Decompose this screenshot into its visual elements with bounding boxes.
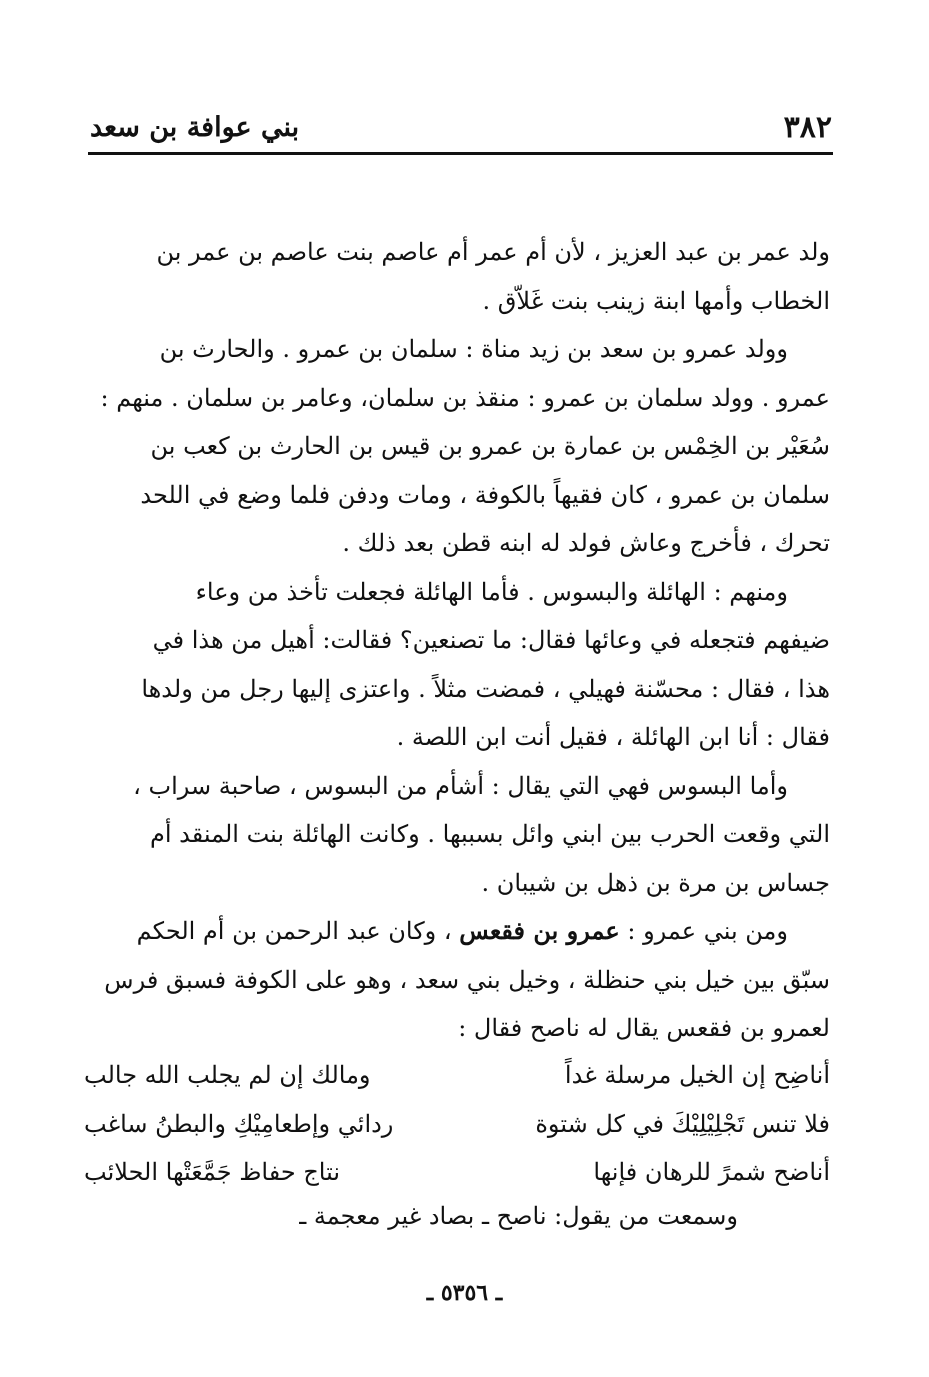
poem-verse [84, 1148, 830, 1197]
text-line: عمرو . وولد سلمان بن عمرو : منقذ بن سلمان، وعامر بن سلمان . منهم : [100, 383, 830, 412]
header-rule [88, 152, 833, 155]
verse-first-hemistich: أناضح شمرً للرهان فإنها [593, 1158, 830, 1186]
text-line: سُعَيْر بن الخِمْس بن عمارة بن عمرو بن قيس بن الحارث بن كعب بن [150, 432, 830, 460]
text-line: التي وقعت الحرب بين ابني وائل بسببها . وكانت الهائلة بنت المنقد أم [149, 820, 830, 848]
text-line-with-bold-name: ومن بني عمرو : عمرو بن فقعس ، وكان عبد الرحمن بن أم الحكم [136, 916, 788, 945]
text-line: الخطاب وأمها ابنة زينب بنت غَلاّق . [482, 286, 830, 315]
text-line: وولد عمرو بن سعد بن زيد مناة : سلمان بن عمرو . والحارث بن [159, 335, 788, 363]
text-line: ومنهم : الهائلة والبسوس . فأما الهائلة فجعلت تأخذ من وعاء [195, 577, 788, 606]
text-line: هذا ، فقال : محسّنة فهيلي ، فمضت مثلاً . واعتزى إليها رجل من ولدها [141, 674, 830, 703]
running-title: بني عوافة بن سعد [90, 112, 300, 143]
closing-note [84, 1196, 830, 1236]
verse-second-hemistich: ومالك إن لم يجلب الله جالب [84, 1061, 371, 1089]
text-line: وأما البسوس فهي التي يقال : أشأم من البسوس ، صاحبة سراب ، [133, 771, 788, 800]
note-text: وسمعت من يقول: ناصح ـ بصاد غير معجمة ـ [299, 1202, 738, 1230]
bold-name: عمرو بن فقعس [459, 916, 620, 945]
poem [84, 1051, 830, 1197]
text-line: سلمان بن عمرو ، كان فقيهاً بالكوفة ، ومات ودفن فلما وضع في اللحد [140, 480, 830, 509]
text-line: ضيفهم فتجعله في وعائها فقال: ما تصنعين؟ فقالت: أهيل من هذا في [152, 626, 830, 654]
text-line: سبّق بين خيل بني حنظلة ، وخيل بني سعد ، وهو على الكوفة فسبق فرس [104, 965, 830, 994]
page-number: ٣٨٢ [783, 110, 832, 145]
page-header [90, 108, 832, 148]
verse-first-hemistich: أناضِح إن الخيل مرسلة غداً [564, 1061, 830, 1089]
poem-verse [84, 1051, 830, 1100]
body-text [84, 228, 830, 1053]
text-line: جساس بن مرة بن ذهل بن شيبان . [481, 868, 830, 897]
text-line: لعمرو بن فقعس يقال له ناصح فقال : [458, 1014, 830, 1042]
verse-second-hemistich: ردائي وإطعامِيْكِ والبطنُ ساغب [84, 1109, 394, 1138]
folio-number: ـ ٥٣٥٦ ـ [426, 1280, 503, 1306]
text-line: فقال : أنا ابن الهائلة ، فقيل أنت ابن اللصة . [396, 723, 830, 751]
poem-verse [84, 1100, 830, 1149]
verse-first-hemistich: فلا تنس تَجْلِيْلِيْكَ في كل شتوة [535, 1109, 830, 1138]
text-line: ولد عمر بن عبد العزيز ، لأن أم عمر أم عاصم بنت عاصم بن عمر بن [156, 238, 830, 266]
verse-second-hemistich: نتاج حفاظ جَمَّعَتْها الحلائب [84, 1158, 341, 1186]
text-line: تحرك ، فأخرج وعاش فولد له ابنه قطن بعد ذلك . [342, 529, 830, 557]
